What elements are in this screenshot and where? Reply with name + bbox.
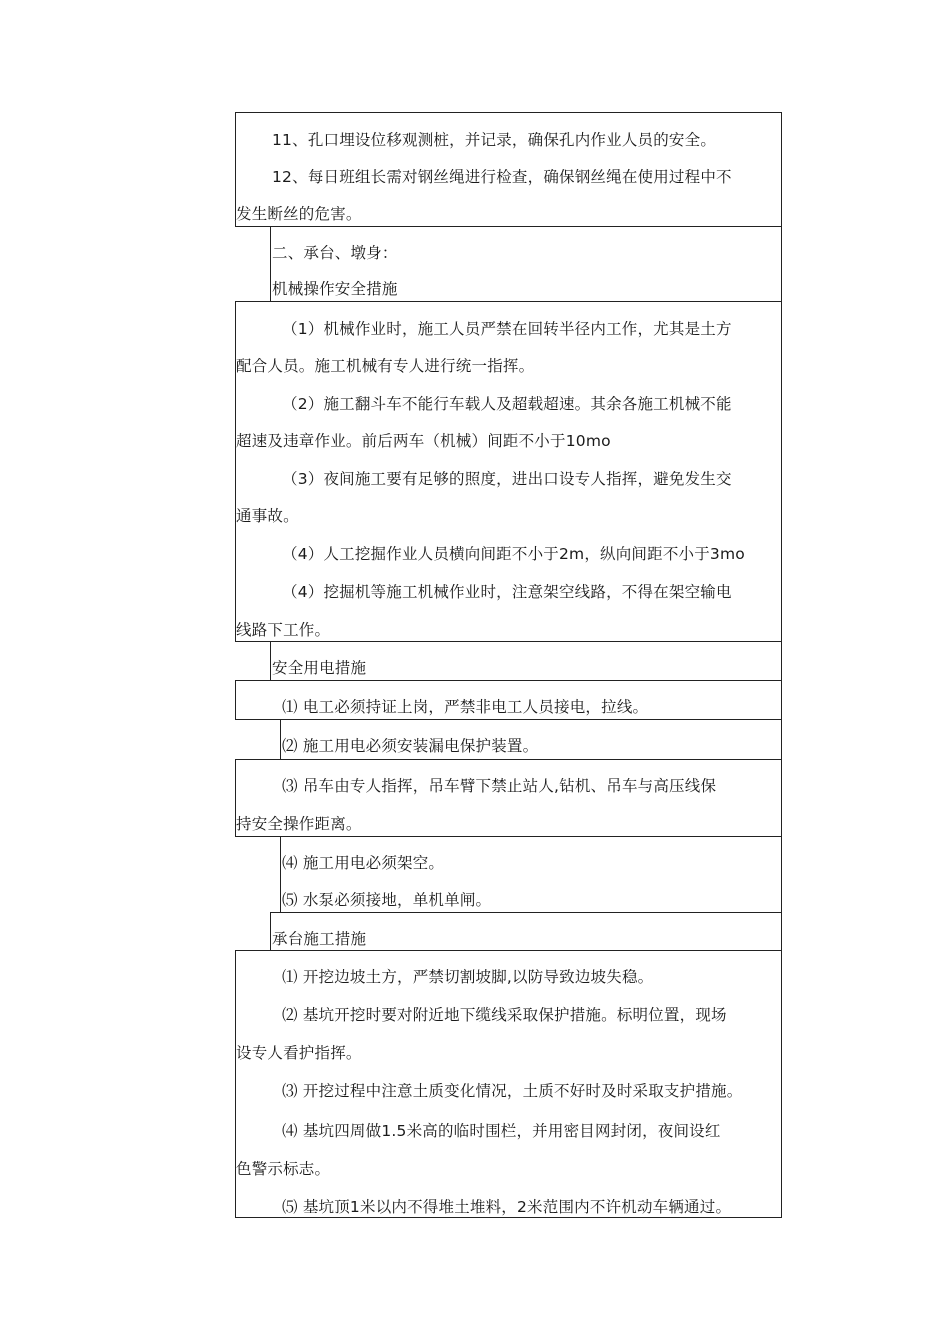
machinery-line: 通事故。 [236,507,299,525]
machinery-line: （4）挖掘机等施工机械作业时，注意架空线路，不得在架空输电 [282,583,732,601]
machinery-line: （2）施工翻斗车不能行车载人及超载超速。其余各施工机械不能 [282,395,732,413]
cap-line: ⑵ 基坑开挖时要对附近地下缆线采取保护措施。标明位置，现场 [282,1006,727,1024]
electric-line: ⑷ 施工用电必须架空。 [282,854,445,872]
item-11: 11、孔口埋设位移观测桩，并记录，确保孔内作业人员的安全。 [272,131,717,149]
machinery-line: 配合人员。施工机械有专人进行统一指挥。 [236,357,535,375]
electric-line: ⑴ 电工必须持证上岗，严禁非电工人员接电，拉线。 [282,698,649,716]
cap-line: 设专人看护指挥。 [236,1044,362,1062]
electric-line: 持安全操作距离。 [236,815,362,833]
machinery-line: 超速及违章作业。前后两车（机械）间距不小于10mo [236,432,611,450]
cap-line: ⑶ 开挖过程中注意土质变化情况，土质不好时及时采取支护措施。 [282,1082,743,1100]
section-heading: 二、承台、墩身： [272,244,398,262]
cap-line: ⑸ 基坑顶1米以内不得堆土堆料，2米范围内不许机动车辆通过。 [282,1198,732,1216]
electric-line: ⑸ 水泵必须接地，单机单闸。 [282,891,492,909]
machinery-line: （4）人工挖掘作业人员横向间距不小于2m，纵向间距不小于3mo [282,545,745,563]
item-12-line-1: 12、每日班组长需对钢丝绳进行检查，确保钢丝绳在使用过程中不 [272,168,732,186]
cap-line: ⑴ 开挖边坡土方，严禁切割坡脚,以防导致边坡失稳。 [282,968,654,986]
item-12-line-2: 发生断丝的危害。 [236,205,362,223]
electric-line: ⑶ 吊车由专人指挥，吊车臂下禁止站人,钻机、吊车与高压线保 [282,777,717,795]
machinery-title: 机械操作安全措施 [272,280,398,298]
cap-title: 承台施工措施 [272,930,367,948]
electric-line: ⑵ 施工用电必须安装漏电保护装置。 [282,737,539,755]
machinery-line: 线路下工作。 [236,621,331,639]
machinery-line: （1）机械作业时，施工人员严禁在回转半径内工作，尤其是土方 [282,320,732,338]
cap-line: ⑷ 基坑四周做1.5米高的临时围栏，并用密目网封闭，夜间设红 [282,1122,721,1140]
machinery-line: （3）夜间施工要有足够的照度，进出口设专人指挥，避免发生交 [282,470,732,488]
cap-line: 色警示标志。 [236,1160,331,1178]
electric-title: 安全用电措施 [272,659,367,677]
